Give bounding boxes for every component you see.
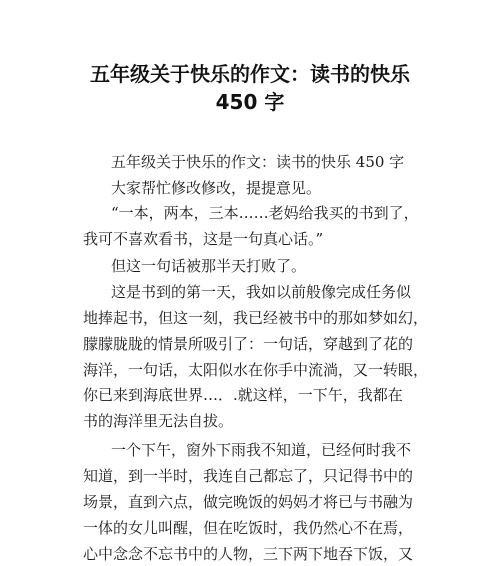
text-line-11: 书的海洋里无法自拔。 [83,412,234,430]
text-line-6: 这是书到的第一天，我如以前般像完成任务似 [111,283,412,301]
text-line-14: 场景，直到六点，做完晚饭的妈妈才将已与书融为 [83,493,414,511]
text-line-7: 地捧起书，但这一刻，我已经被书中的那如梦如幻， [83,309,429,327]
text-line-10: 你已来到海底世界…．.就这样，一下午，我都在 [83,386,403,404]
text-line-5: 但这一句话被那半天打败了。 [111,257,307,275]
document-title-line-2: 450 字 [215,90,285,114]
text-line-3: “一本，两本，三本……老妈给我买的书到了， [111,204,419,222]
document-title-line-1: 五年级关于快乐的作文：读书的快乐 [90,62,410,86]
text-line-13: 知道，到一半时，我连自己都忘了，只记得书中的 [83,467,414,485]
text-line-8: 朦朦胧胧的情景所吸引了：一句话，穿越到了花的 [83,335,414,353]
text-line-4: 我可不喜欢看书，这是一句真心话。” [83,230,324,248]
text-line-12: 一个下午，窗外下雨我不知道，已经何时我不 [111,441,412,459]
text-line-2: 大家帮忙修改修改，提提意见。 [111,179,322,197]
text-line-9: 海洋，一句话，太阳似水在你手中流淌，又一转眼， [83,361,429,379]
text-line-15: 一体的女儿叫醒，但在吃饭时，我仍然心不在焉， [83,519,414,537]
text-line-1: 五年级关于快乐的作文：读书的快乐 450 字 [111,153,405,171]
text-line-16: 心中念念不忘书中的人物，三下两下地吞下饭，又 [83,545,414,563]
